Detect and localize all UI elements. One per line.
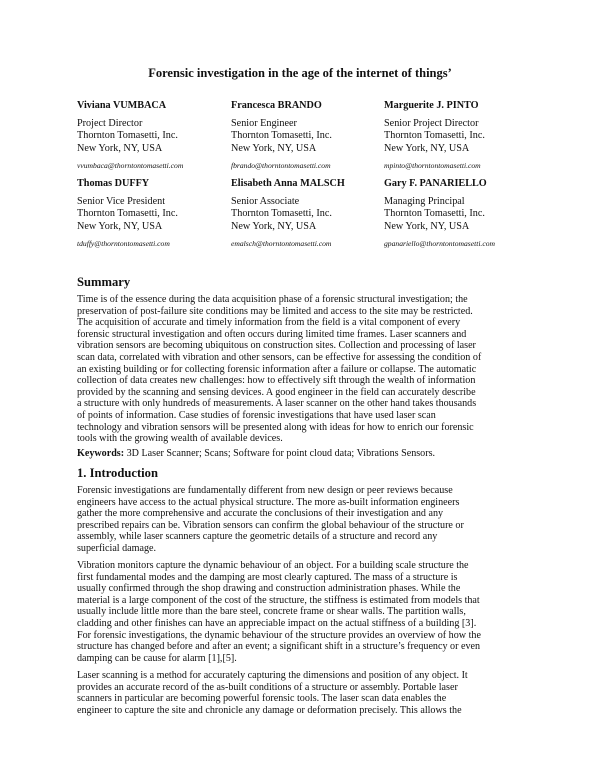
text-line: scanners in particular are becoming powerful forensic tools. The laser scan data enables the — [77, 693, 447, 705]
keywords-line — [77, 448, 527, 460]
text-line: usually confirmed through the shop drawing and construction administration phases. While the — [77, 583, 461, 595]
text-line: For forensic investigations, the dynamic behaviour of the structure provides an overview of how the — [77, 629, 481, 641]
author-role: Senior Engineer — [231, 118, 297, 130]
author-block — [384, 178, 544, 250]
author-company: Thornton Tomasetti, Inc. — [77, 208, 178, 220]
intro-paragraph-3 — [77, 670, 527, 716]
text-line: vibration sensors are becoming ubiquitous on construction sites. Collection and processing of laser — [77, 340, 476, 352]
text-line: scan data, correlated with vibration and other sensors, can be effective for assessing the condition of — [77, 351, 482, 363]
author-location: New York, NY, USA — [231, 220, 317, 232]
author-email[interactable]: mpinto@thorntontomasetti.com — [384, 160, 481, 170]
author-location: New York, NY, USA — [77, 142, 163, 154]
author-name: Thomas DUFFY — [77, 178, 150, 189]
author-company: Thornton Tomasetti, Inc. — [231, 208, 332, 220]
author-company: Thornton Tomasetti, Inc. — [384, 130, 485, 142]
text-line: engineers have access to the actual physical structure. The more as-built information engineers — [77, 496, 460, 508]
text-line: assembly, while laser scanners capture the geometric details of a structure and record any — [77, 531, 438, 543]
author-email[interactable]: emalsch@thorntontomasetti.com — [231, 238, 332, 248]
keywords-label: Keywords: — [77, 448, 125, 459]
text-line: gather the more comprehensive and accurate the conclusions of their investigation and any — [77, 508, 444, 520]
text-line: collection of data creates new challenges: how to effectively sift through the wealth of information — [77, 375, 476, 387]
text-line: Laser scanning is a method for accurately capturing the dimensions and position of any object. It — [77, 670, 468, 681]
text-line: prescribed repairs can be. Vibration sensors can confirm the global behaviour of the structure or — [77, 519, 464, 531]
author-block — [384, 100, 544, 172]
author-block — [77, 178, 237, 250]
text-line: preservation of post-failure site conditions may be limited and access to the site may be restricted. — [77, 305, 473, 317]
author-location: New York, NY, USA — [77, 220, 163, 232]
author-email[interactable]: fbrando@thorntontomasetti.com — [231, 160, 331, 170]
author-role: Senior Project Director — [384, 118, 479, 130]
keywords-text: 3D Laser Scanner; Scans; Software for point cloud data; Vibrations Sensors. — [124, 448, 436, 459]
author-role: Project Director — [77, 118, 143, 130]
text-line: provided by the scanning and sensing devices. A good engineer in the field can accurately describe — [77, 386, 476, 398]
author-role: Managing Principal — [384, 196, 465, 208]
paper-title: Forensic investigation in the age of the internet of things’ — [148, 66, 452, 80]
intro-paragraph-1 — [77, 485, 527, 555]
text-line: cladding and other finishes can have an appreciable impact on the actual stiffness of a building [3]. — [77, 617, 477, 629]
text-line: usually include little more than the bare steel, concrete frame or shear walls. The partition walls, — [77, 606, 466, 618]
text-line: engineer to capture the site and chronicle any damage or deformation precisely. This allows the — [77, 704, 462, 716]
intro-paragraph-2 — [77, 560, 527, 664]
text-line: forensic structural investigation and often occurs during limited time frames. Laser scanners and — [77, 328, 467, 340]
author-block — [77, 100, 237, 172]
author-location: New York, NY, USA — [384, 220, 470, 232]
text-line: Time is of the essence during the data acquisition phase of a forensic structural investigation; the — [77, 294, 468, 305]
author-company: Thornton Tomasetti, Inc. — [231, 130, 332, 142]
text-line: provides an accurate record of the as-built conditions of a structure or assembly. Portable laser — [77, 681, 458, 693]
author-email[interactable]: vvumbaca@thorntontomasetti.com — [77, 160, 184, 170]
text-line: superficial damage. — [77, 542, 157, 554]
text-line: tools with the growing wealth of available devices. — [77, 433, 283, 445]
author-name: Viviana VUMBACA — [77, 100, 167, 111]
introduction-heading: 1. Introduction — [77, 466, 158, 480]
author-name: Marguerite J. PINTO — [384, 100, 479, 111]
text-line: Forensic investigations are fundamentally different from new design or peer reviews because — [77, 485, 453, 496]
text-line: technology and vibration sensors will be presented along with ideas for how to enrich our forensic — [77, 421, 474, 433]
author-block — [231, 178, 391, 250]
text-line: material is a large component of the cost of the structure, the stiffness is estimated from models that — [77, 594, 480, 606]
text-line: of points of information. Case studies of forensic investigations that have used laser scan — [77, 409, 436, 421]
author-name: Francesca BRANDO — [231, 100, 322, 111]
author-name: Elisabeth Anna MALSCH — [231, 178, 345, 189]
text-line: Vibration monitors capture the dynamic behaviour of an object. For a building scale structure the — [77, 560, 469, 571]
author-company: Thornton Tomasetti, Inc. — [384, 208, 485, 220]
author-role: Senior Associate — [231, 196, 300, 208]
author-block — [231, 100, 391, 172]
summary-heading: Summary — [77, 275, 131, 289]
text-line: damping can be cause for alarm [1],[5]. — [77, 652, 237, 664]
summary-paragraph — [77, 294, 527, 445]
author-name: Gary F. PANARIELLO — [384, 178, 487, 189]
author-company: Thornton Tomasetti, Inc. — [77, 130, 178, 142]
author-email[interactable]: tduffy@thorntontomasetti.com — [77, 238, 170, 248]
author-location: New York, NY, USA — [384, 142, 470, 154]
author-location: New York, NY, USA — [231, 142, 317, 154]
text-line: The acquisition of accurate and timely information from the field is a vital component of every — [77, 317, 461, 329]
text-line: first fundamental modes and the damping are most clearly captured. The mass of a structure is — [77, 571, 458, 583]
text-line: a structure with only hundreds of measurements. A laser scanner on the other hand takes thousands — [77, 398, 477, 410]
author-email[interactable]: gpanariello@thorntontomasetti.com — [384, 238, 495, 248]
author-role: Senior Vice President — [77, 196, 166, 208]
text-line: structure has changed before and after an event; a significant shift in a structure’s frequency or even — [77, 641, 481, 653]
text-line: an existing building or for collecting forensic information after a failure or collapse. The automatic — [77, 363, 477, 375]
